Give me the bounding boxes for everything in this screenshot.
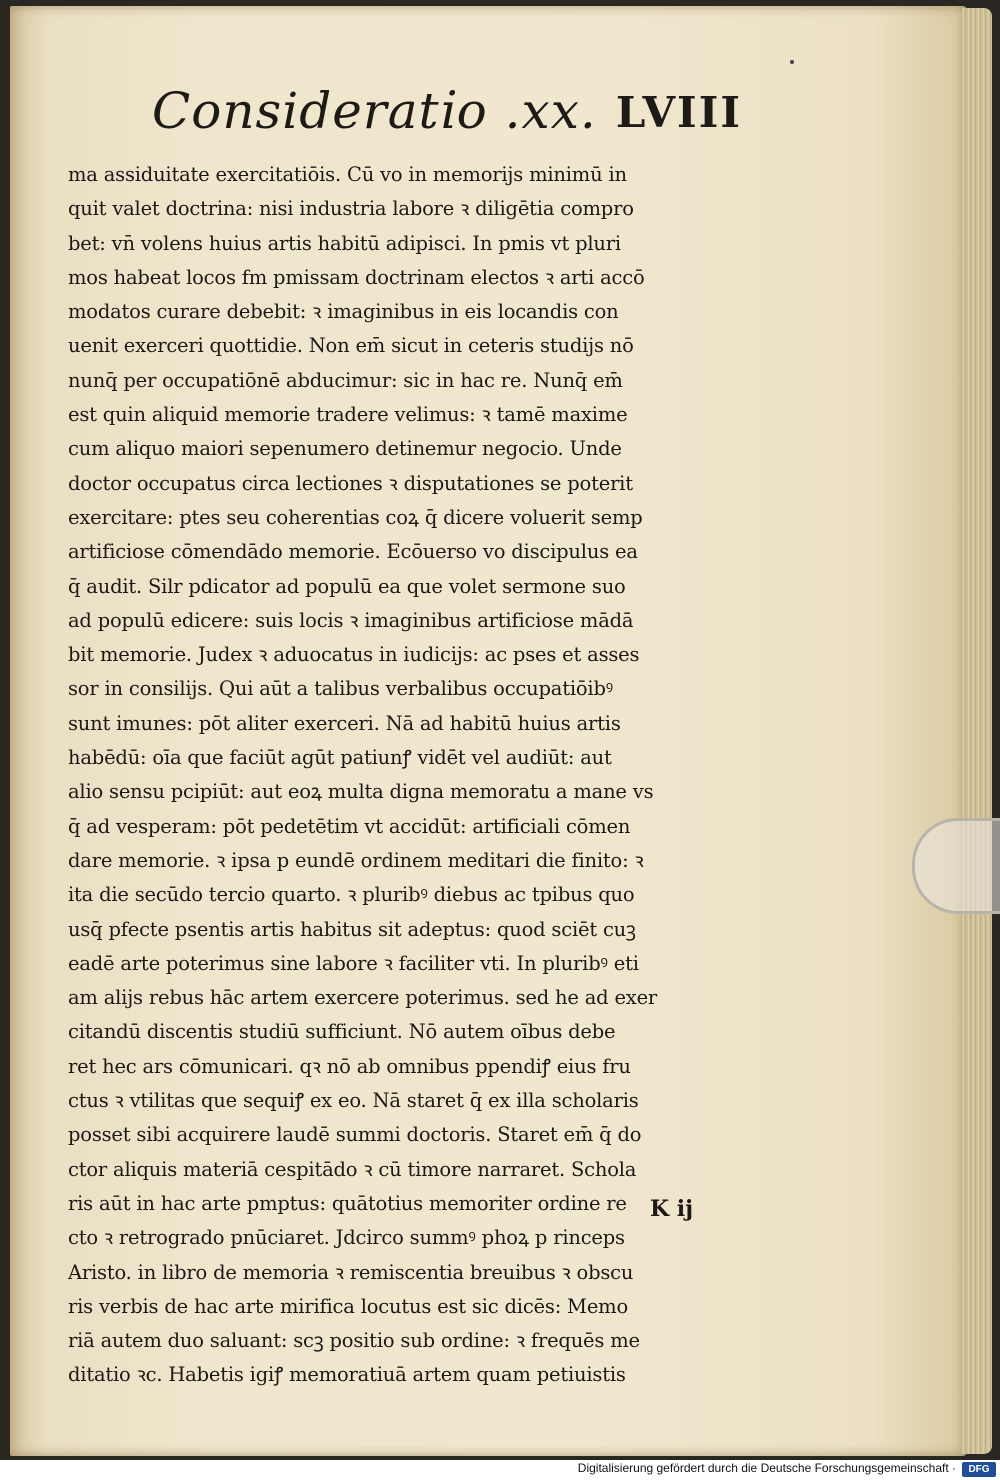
text-line: doctor occupatus circa lectiones ꝛ disputationes se poterit xyxy=(68,471,633,495)
text-line: est quin aliquid memorie tradere velimus: ꝛ tamē maxime xyxy=(68,403,628,427)
text-line: ditatio ꝛc. Habetis igiꝭ memoratiuā artem quam petiuistis xyxy=(68,1363,626,1387)
text-line: habēdū: oīa que faciūt agūt patiunꝭ vidēt vel audiūt: aut xyxy=(68,746,612,770)
text-line: alio sensu pcipiūt: aut eoꝝ multa digna memoratu a mane vs xyxy=(68,780,654,804)
text-line: ret hec ars cōmunicari. qꝛ nō ab omnibus ppendiꝭ eius fru xyxy=(68,1054,631,1078)
ink-speck xyxy=(790,60,794,64)
text-line: citandū discentis studiū sufficiunt. Nō autem oībus debe xyxy=(68,1020,616,1044)
text-line: quit valet doctrina: nisi industria labore ꝛ diligētia compro xyxy=(68,197,634,221)
text-line: eadē arte poterimus sine labore ꝛ faciliter vti. In pluribꝰ eti xyxy=(68,951,639,975)
text-line: uenit exerceri quottidie. Non em̄ sicut in ceteris studijs nō xyxy=(68,334,634,358)
text-line: exercitare: ptes seu coherentias coꝝ q̄ dicere voluerit semp xyxy=(68,505,643,529)
text-line: nunq̄ per occupatiōnē abducimur: sic in hac re. Nunq̄ em̄ xyxy=(68,368,623,392)
text-line: q̄ audit. Silr pdicator ad populū ea que volet sermone suo xyxy=(68,574,626,598)
text-line: posset sibi acquirere laudē summi doctoris. Staret em̄ q̄ do xyxy=(68,1123,642,1147)
text-line: q̄ ad vesperam: pōt pedetētim vt accidūt: artificiali cōmen xyxy=(68,814,631,838)
text-line: Aristo. in libro de memoria ꝛ remiscentia breuibus ꝛ obscu xyxy=(68,1260,634,1284)
text-line: usq̄ pfecte psentis artis habitus sit adeptus: quod sciēt cuꝫ xyxy=(68,917,636,941)
text-line: bet: vn̄ volens huius artis habitū adipisci. In pmis vt pluri xyxy=(68,231,621,255)
page-clip xyxy=(912,818,1000,914)
text-line: dare memorie. ꝛ ipsa p eundē ordinem meditari die finito: ꝛ xyxy=(68,848,644,872)
running-title: Considerati̇o .xx. xyxy=(152,82,597,140)
signature-mark: K ij xyxy=(650,1196,694,1222)
text-line: cto ꝛ retrogrado pnūciaret. Jdcirco summꝰ phoꝝ p rinceps xyxy=(68,1226,625,1250)
text-line: riā autem duo saluant: scꝫ positio sub ordine: ꝛ frequēs me xyxy=(68,1329,640,1353)
digitization-credit: Digitalisierung gefördert durch die Deutsche Forschungsgemeinschaft · xyxy=(577,1461,956,1475)
page-header xyxy=(152,82,742,152)
body-text xyxy=(68,158,748,1393)
page-edges xyxy=(962,8,992,1454)
text-line: ris verbis de hac arte mirifica locutus est sic dicēs: Memo xyxy=(68,1294,628,1318)
text-line: ris aūt in hac arte pmptus: quātotius memoriter ordine re xyxy=(68,1191,627,1215)
text-line: cum aliquo maiori sepenumero detinemur negocio. Unde xyxy=(68,437,622,461)
text-line: modatos curare debebit: ꝛ imaginibus in eis locandis con xyxy=(68,300,619,324)
footer-bar xyxy=(0,1460,1000,1480)
text-line: artificiose cōmendādo memorie. Ecōuerso vo discipulus ea xyxy=(68,540,638,564)
text-line: ma assiduitate exercitatiōis. Cū vo in memorijs minimū in xyxy=(68,163,627,186)
folio-number: LVIII xyxy=(615,88,742,137)
text-line: ad populū edicere: suis locis ꝛ imaginibus artificiose mādā xyxy=(68,608,634,632)
text-line: ctus ꝛ vtilitas que sequiꝭ ex eo. Nā staret q̄ ex illa scholaris xyxy=(68,1089,639,1113)
text-line: am alijs rebus hāc artem exercere poterimus. sed he ad exer xyxy=(68,986,658,1010)
text-line: ctor aliquis materiā cespitādo ꝛ cū timore narraret. Schola xyxy=(68,1157,637,1181)
text-line: bit memorie. Judex ꝛ aduocatus in iudicijs: ac pses et asses xyxy=(68,643,640,667)
text-line: mos habeat locos fm pmissam doctrinam electos ꝛ arti accō xyxy=(68,265,645,289)
text-line: ita die secūdo tercio quarto. ꝛ pluribꝰ diebus ac tpibus quo xyxy=(68,883,635,907)
text-line: sunt imunes: pōt aliter exerceri. Nā ad habitū huius artis xyxy=(68,711,621,735)
text-line: sor in consilijs. Qui aūt a talibus verbalibus occupatiōibꝰ xyxy=(68,677,613,701)
dfg-logo: DFG xyxy=(962,1462,996,1477)
